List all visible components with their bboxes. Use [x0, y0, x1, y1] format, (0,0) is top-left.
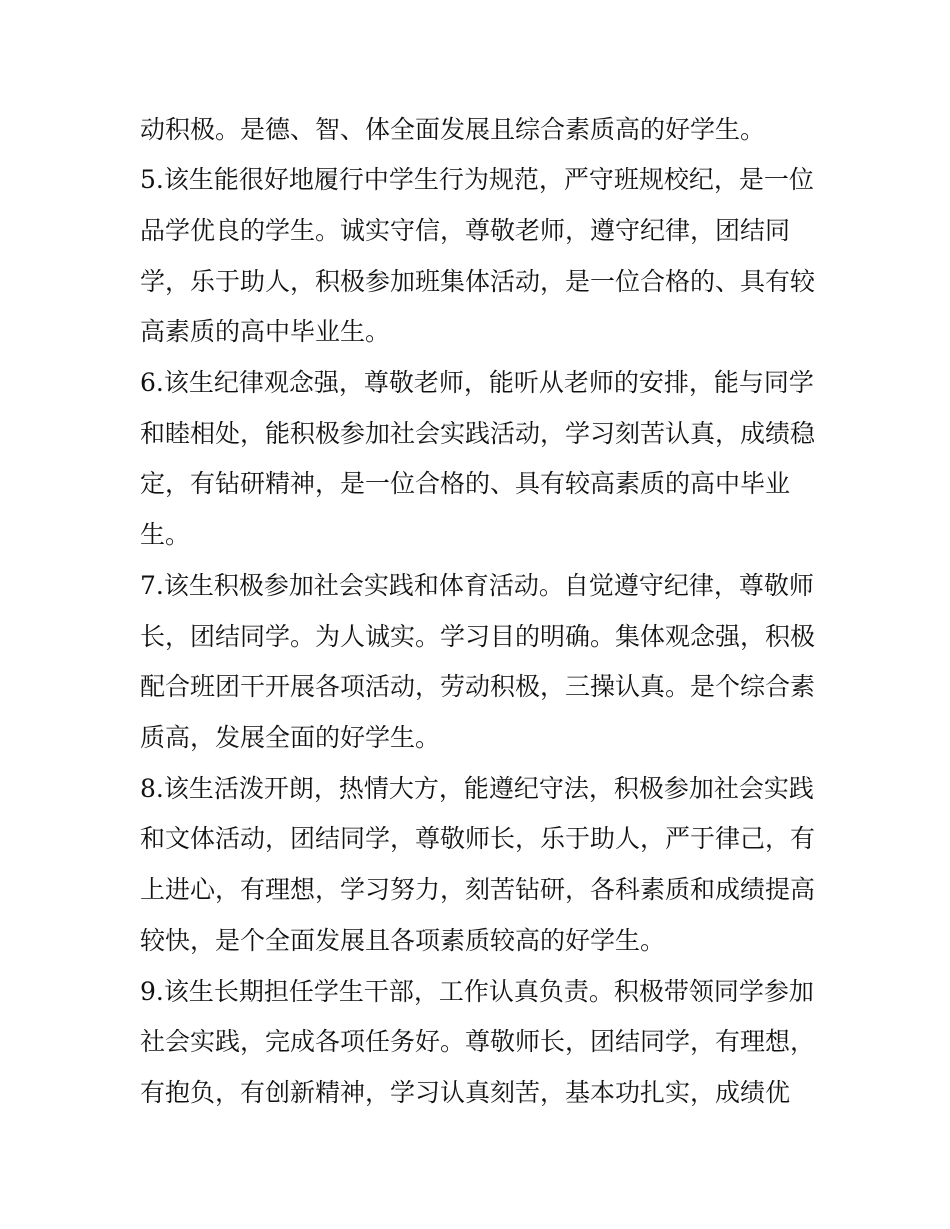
text-line: 5.该生能很好地履行中学生行为规范，严守班规校纪，是一位 — [140, 165, 814, 194]
text-line: 和文体活动，团结同学，尊敬师长，乐于助人，严于律己，有 — [140, 824, 816, 853]
text-line: 动积极。是德、智、体全面发展且综合素质高的好学生。 — [140, 115, 766, 144]
text-line: 有抱负，有创新精神，学习认真刻苦，基本功扎实，成绩优 — [140, 1078, 791, 1107]
text-line: 配合班团干开展各项活动，劳动积极，三操认真。是个综合素 — [140, 672, 816, 701]
text-line: 生。 — [140, 520, 191, 549]
text-line: 9.该生长期担任学生干部，工作认真负责。积极带领同学参加 — [140, 977, 814, 1006]
text-line: 质高，发展全面的好学生。 — [140, 723, 441, 752]
text-line: 7.该生积极参加社会实践和体育活动。自觉遵守纪律，尊敬师 — [140, 571, 814, 600]
text-line: 社会实践，完成各项任务好。尊敬师长，团结同学，有理想， — [140, 1027, 816, 1056]
text-line: 学，乐于助人，积极参加班集体活动，是一位合格的、具有较 — [140, 267, 816, 296]
text-line: 品学优良的学生。诚实守信，尊敬老师，遵守纪律，团结同 — [140, 216, 791, 245]
text-line: 6.该生纪律观念强，尊敬老师，能听从老师的安排，能与同学 — [140, 368, 814, 397]
text-line: 长，团结同学。为人诚实。学习目的明确。集体观念强，积极 — [140, 622, 816, 651]
text-line: 和睦相处，能积极参加社会实践活动，学习刻苦认真，成绩稳 — [140, 419, 816, 448]
text-line: 高素质的高中毕业生。 — [140, 317, 391, 346]
text-line: 上进心，有理想，学习努力，刻苦钻研，各科素质和成绩提高 — [140, 875, 816, 904]
text-line: 8.该生活泼开朗，热情大方，能遵纪守法，积极参加社会实践 — [140, 774, 814, 803]
text-line: 较快，是个全面发展且各项素质较高的好学生。 — [140, 926, 666, 955]
text-line: 定，有钻研精神，是一位合格的、具有较高素质的高中毕业 — [140, 469, 791, 498]
